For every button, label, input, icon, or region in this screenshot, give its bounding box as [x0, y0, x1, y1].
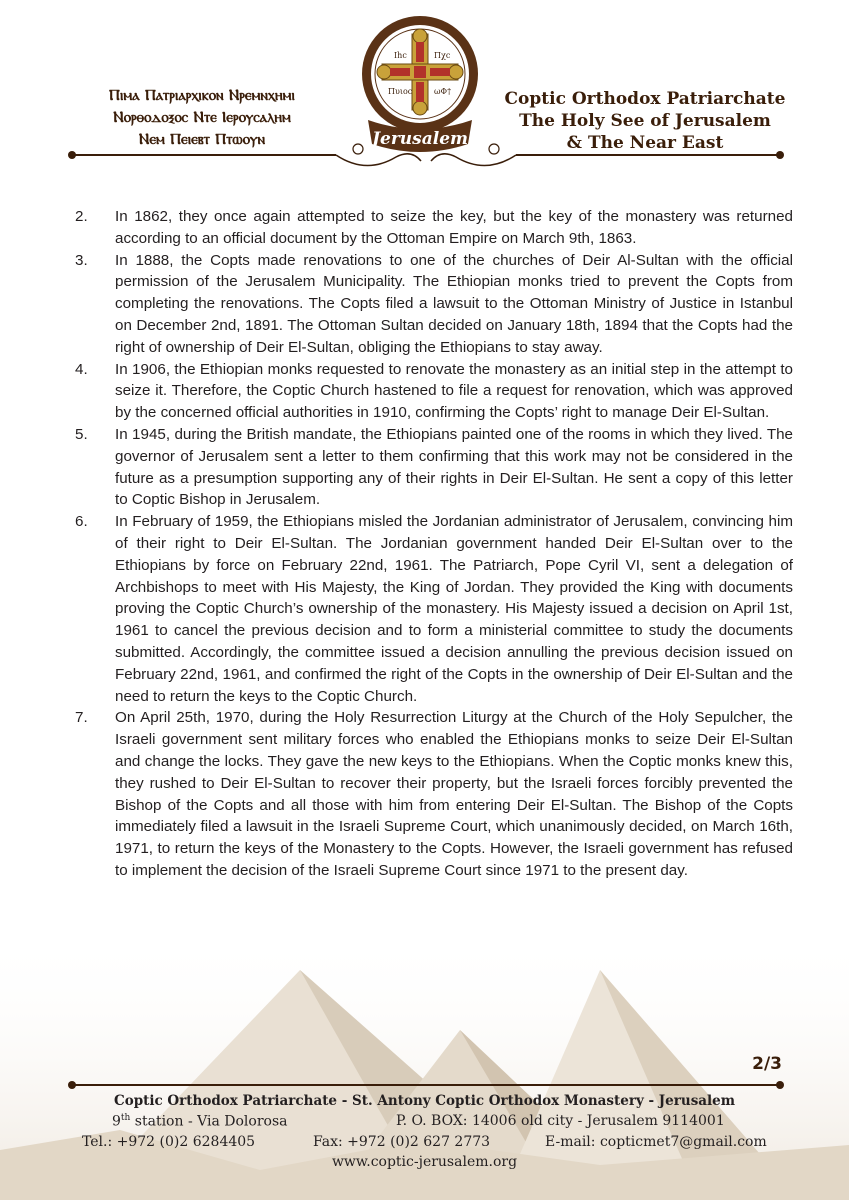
footer-website-link[interactable]: www.coptic-jerusalem.org: [331, 1154, 518, 1170]
logo-ribbon-text: Jerusalem: [371, 129, 469, 149]
list-item-number: 5.: [75, 425, 88, 443]
list-item-number: 7.: [75, 709, 88, 727]
list-item: [75, 511, 793, 707]
station-number: 9: [112, 1113, 121, 1130]
coptic-header-line: Ⲡⲓⲙⲁ Ⲡⲁⲧⲣⲓⲁⲣⲭⲓⲕⲟⲛ Ⲛⲣⲉⲙⲛⲭⲏⲙⲓ: [108, 86, 295, 104]
list-item: [75, 250, 793, 359]
list-item-number: 6.: [75, 513, 88, 531]
station-ordinal: th: [120, 1113, 131, 1123]
list-item-text: In 1945, during the British mandate, the Ethiopians painted one of the rooms in which they lived. The governor of Jerusalem sent a letter to them confirming that this work may not be considered in the future as a presumption supporting any of their rights in Deir El-Sultan. He sent a copy of this letter to Coptic Bishop in Jerusalem.: [115, 425, 793, 509]
english-header-line: Coptic Orthodox Patriarchate: [504, 89, 786, 109]
list-item-text: On April 25th, 1970, during the Holy Resurrection Liturgy at the Church of the Holy Sepulcher, the Israeli government sent military forces who enabled the Ethiopians monks to seize Deir El-Sultan and change the locks. They gave the new keys to the Ethiopians. When the Coptic monks knew this, they rushed to Deir El-Sultan to recover their property, but the Israeli forces forcibly prevented the Bishop of the Copts and all those with him from entering Deir El-Sultan. The Bishop of the Copts immediately filed a lawsuit in the Israeli Supreme Court, which unanimously decided, on March 16th, 1971, to return the keys of the Monastery to the Copts. However, the Israeli government has refused to implement the decision of the Israeli Supreme Court since 1971 to the present day.: [115, 709, 793, 879]
list-item: [75, 359, 793, 424]
list-item-text: In 1862, they once again attempted to seize the key, but the key of the monastery was returned according to an official document by the Ottoman Empire on March 9th, 1863.: [115, 208, 793, 247]
list-item-text: In February of 1959, the Ethiopians misled the Jordanian administrator of Jerusalem, convincing him of their right to Deir El-Sultan. The Jordanian government handed Deir El-Sultan over to the Ethiopians by force on February 22nd, 1961. The Patriarch, Pope Cyril VI, sent a delegation of Archbishops to meet with His Majesty, the King of Jordan. They provided the King with documents proving the Coptic Church’s ownership of the monastery. His Majesty issued a decision on April 1st, 1961 to cancel the previous decision and to form a ministerial committee to study the documents submitted. Accordingly, the committee issued a decision annulling the previous decision issued on February 22nd, 1961, and confirmed the right of the Copts in the ownership of Deir El-Sultan and the need to return the keys to the Coptic Church.: [115, 513, 793, 705]
station-text: station - Via Dolorosa: [130, 1113, 288, 1130]
cross-letters-bottom-right: ωΦ†: [434, 87, 452, 96]
list-item: [75, 424, 793, 511]
footer-organization: Coptic Orthodox Patriarchate - St. Antony Coptic Orthodox Monastery - Jerusalem: [113, 1093, 736, 1109]
cross-letters-top-left: Ihc: [394, 51, 407, 60]
list-item-number: 2.: [75, 208, 88, 225]
footer-divider: [66, 1075, 786, 1095]
list-item: [75, 707, 793, 881]
footer-email-link[interactable]: E-mail: copticmet7@gmail.com: [545, 1134, 767, 1150]
cross-letters-bottom-left: Πυιοc: [388, 87, 413, 96]
list-item-number: 4.: [75, 360, 88, 378]
list-item-text: In 1906, the Ethiopian monks requested to renovate the monastery as an initial step in the attempt to seize it. Therefore, the Coptic Church hastened to file a request for renovation, which was approved by the concerned official authorities in 1910, confirming the Copts’ right to manage Deir El-Sultan.: [115, 360, 793, 422]
list-item-number: 3.: [75, 251, 88, 269]
list-item: [75, 206, 793, 250]
document-body: [75, 206, 793, 882]
english-header-line: The Holy See of Jerusalem: [519, 111, 771, 131]
coptic-header-line: Ⲛⲉⲙ Ⲡⲉⲓⲉⲃⲧ Ⲡⲧⲱⲟⲩⲛ: [138, 130, 266, 148]
list-item-text: In 1888, the Copts made renovations to one of the churches of Deir Al-Sultan with the official permission of the Jerusalem Municipality. The Ethiopian monks tried to prevent the Copts from completing the renovations. The Copts filed a lawsuit to the Ottoman Ministry of Justice in Istanbul on December 2nd, 1891. The Ottoman Sultan decided on January 18th, 1894 that the Copts had the right of ownership of Deir El-Sultan, obliging the Ethiopians to stay away.: [115, 251, 793, 356]
footer-fax: Fax: +972 (0)2 627 2773: [313, 1134, 491, 1150]
coptic-header-line: Ⲛⲟⲣⲑⲟⲇⲟⲝⲟⲥ Ⲛⲧⲉ Ⲓⲉⲣⲟⲩⲥⲁⲗⲏⲙ: [113, 108, 291, 126]
page-number: 2/3: [752, 1054, 782, 1074]
footer-po-box: P. O. BOX: 14006 old city - Jerusalem 9114001: [396, 1113, 725, 1129]
footer-address-station: [112, 1113, 287, 1130]
cross-letters-top-right: Πχc: [434, 51, 451, 60]
footer-telephone: Tel.: +972 (0)2 6284405: [82, 1134, 256, 1150]
header-ornament-divider: [66, 135, 786, 175]
english-header-line: & The Near East: [566, 133, 724, 153]
